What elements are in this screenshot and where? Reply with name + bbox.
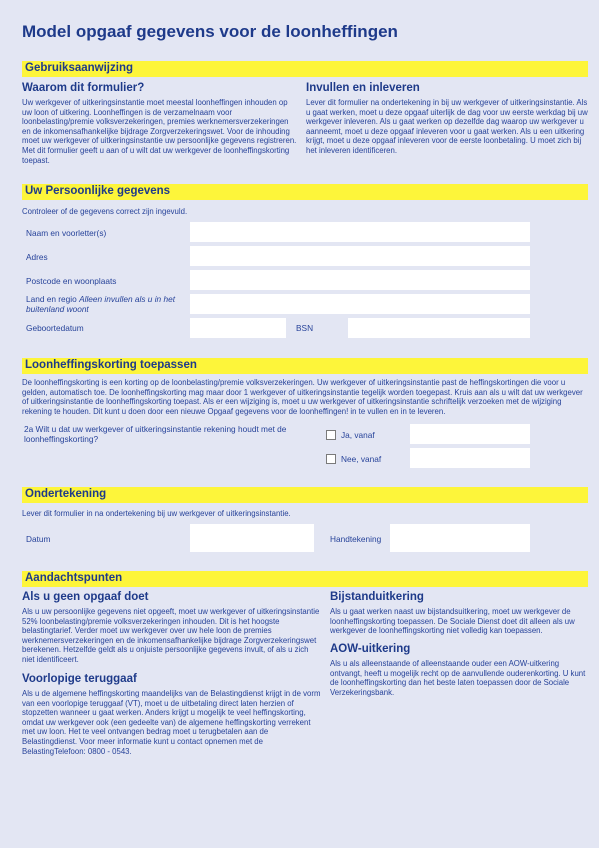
naam-label: Naam en voorletter(s) (26, 228, 107, 238)
invullen-text: Lever dit formulier na ondertekening in bij uw werkgever of uitkeringsinstantie. Als u gaat werken, moet u deze opgaaf uiterlijk de dag voor uw eerste werkdag bij uw werkgever inleveren. Als u gaat werken op dezelfde dag waarop uw werkgever u aanneemt, moet u deze opgaaf inleveren voor u gaat werken. Als u een uitkering krijgt, moet u deze opgaaf inleveren voor de eerste loonbetaling. U moet zich bij het inleveren identificeren. (306, 98, 588, 155)
geboortedatum-label: Geboortedatum (26, 323, 84, 333)
land-field[interactable] (190, 294, 530, 314)
section-title: Gebruiksaanwijzing (25, 62, 133, 74)
ja-label: Ja, vanaf (341, 430, 375, 440)
handtekening-field[interactable] (390, 524, 530, 552)
geen-opgaaf-text: Als u uw persoonlijke gegevens niet opgeeft, moet uw werkgever of uitkeringsinstantie 52% loonbelasting/premie volksverzekeringen inhouden. Dit is het hoogste belastingtarief. Verder moet uw werkgever over uw hele loon de premies werknemersverzekeringen en de inkomensafhankelijke bijdrage Zorgverzekeringswet berekenen. Hetzelfde geldt als u onjuiste persoonlijke gegevens invult, of als u zich niet identificeert. (22, 607, 320, 664)
nee-vanaf-field[interactable] (410, 448, 530, 468)
bsn-field[interactable] (348, 318, 530, 338)
bsn-label: BSN (296, 323, 314, 333)
section-title: Aandachtspunten (25, 572, 123, 584)
invullen-heading: Invullen en inleveren (306, 82, 420, 94)
adres-label: Adres (26, 252, 48, 262)
voorlopig-text: Als u de algemene heffingskorting maandelijks van de Belastingdienst krijgt in de vorm van een voorlopige teruggaaf (VT), moet u de uitbetaling direct laten herzien of stopzetten wanneer u gaat werken. Anders krijgt u mogelijk te veel heffingskorting, omdat uw werkgever ook (een gedeelte van) de algemene heffingskorting verrekent met uw loon. Het te veel ontvangen bedrag moet u terugbetalen aan de Belastingdienst. Voor meer informatie kunt u contact opnemen met de BelastingTelefoon: 0800 - 0543. (22, 689, 321, 756)
aow-text: Als u als alleenstaande of alleenstaande ouder een AOW-uitkering ontvangt, heeft u mogelijk recht op de aanvullende ouderenkorting. U kunt de loonheffingskorting dan het beste laten toepassen door de Sociale Verzekeringsbank. (330, 659, 586, 697)
section-bar-gebruiksaanwijzing (22, 61, 588, 77)
datum-field[interactable] (190, 524, 314, 552)
page-title: Model opgaaf gegevens voor de loonheffingen (22, 22, 398, 41)
persoon-intro: Controleer of de gegevens correct zijn ingevuld. (22, 207, 188, 216)
korting-text: De loonheffingskorting is een korting op de loonbelasting/premie volksverzekeringen. Uw werkgever of uitkeringsinstantie past de heffingskortingen die voor u gelden, automatisch toe. De loonheffingskorting mag maar door 1 werkgever of uitkeringsinstantie tegelijk worden toegepast. Kruis aan als u wilt dat uw werkgever of uitkeringsinstantie de loonheffingskorting toepast. Als er een wijziging is, moet u uw werkgever of uitkeringsinstantie schriftelijk verzoeken met de wijziging rekening te houden. Dit kunt u doen door een nieuwe Opgaaf gegevens voor de loonheffingen! in te vullen en in te leveren. (22, 378, 583, 416)
aow-heading: AOW-uitkering (330, 643, 411, 655)
bijstand-heading: Bijstanduitkering (330, 591, 424, 603)
section-title: Ondertekening (25, 488, 107, 500)
section-bar-loonheffingskorting (22, 358, 588, 374)
section-bar-ondertekening (22, 487, 588, 503)
section-title: Uw Persoonlijke gegevens (25, 185, 171, 197)
voorlopig-heading: Voorlopige teruggaaf (22, 673, 137, 685)
waarom-text: Uw werkgever of uitkeringsinstantie moet meestal loonheffingen inhouden op uw loon of uitkering. Loonheffingen is de verzamelnaam voor loonbelasting/premie volksverzekeringen, premies werknemersverzekeringen en de inkomensafhankelijke bijdrage Zorgverzekeringswet. Voor de inhouding moet uw werkgever of uitkeringsinstantie uw persoonlijke gegevens registreren. Met dit formulier geeft u aan of u wilt dat uw werkgever de loonheffingskorting toepast. (22, 98, 297, 165)
ja-vanaf-field[interactable] (410, 424, 530, 444)
korting-vraag: 2a Wilt u dat uw werkgever of uitkeringsinstantie rekening houdt met de loonheffingskorting? (24, 424, 287, 444)
naam-field[interactable] (190, 222, 530, 242)
nee-checkbox[interactable] (326, 454, 336, 464)
section-title: Loonheffingskorting toepassen (25, 359, 197, 371)
postcode-label: Postcode en woonplaats (26, 276, 117, 286)
postcode-field[interactable] (190, 270, 530, 290)
bijstand-text: Als u gaat werken naast uw bijstandsuitkering, moet uw werkgever de loonheffingskorting toepassen. De Sociale Dienst doet dit alleen als uw werkgever de loonheffingskorting niet volledig kan toepassen. (330, 607, 575, 636)
land-label-text: Land en regio (26, 294, 77, 304)
waarom-heading: Waarom dit formulier? (22, 82, 145, 94)
land-label-note: Alleen invullen als u in het buitenland woont (26, 294, 175, 314)
adres-field[interactable] (190, 246, 530, 266)
ja-checkbox[interactable] (326, 430, 336, 440)
handtekening-label: Handtekening (330, 534, 382, 544)
geboortedatum-field[interactable] (190, 318, 286, 338)
nee-label: Nee, vanaf (341, 454, 382, 464)
datum-label: Datum (26, 534, 51, 544)
onder-text: Lever dit formulier in na ondertekening bij uw werkgever of uitkeringsinstantie. (22, 509, 291, 518)
section-bar-aandachtspunten (22, 571, 588, 587)
section-bar-persoonlijke-gegevens (22, 184, 588, 200)
geen-opgaaf-heading: Als u geen opgaaf doet (22, 591, 149, 603)
land-label (26, 294, 191, 314)
